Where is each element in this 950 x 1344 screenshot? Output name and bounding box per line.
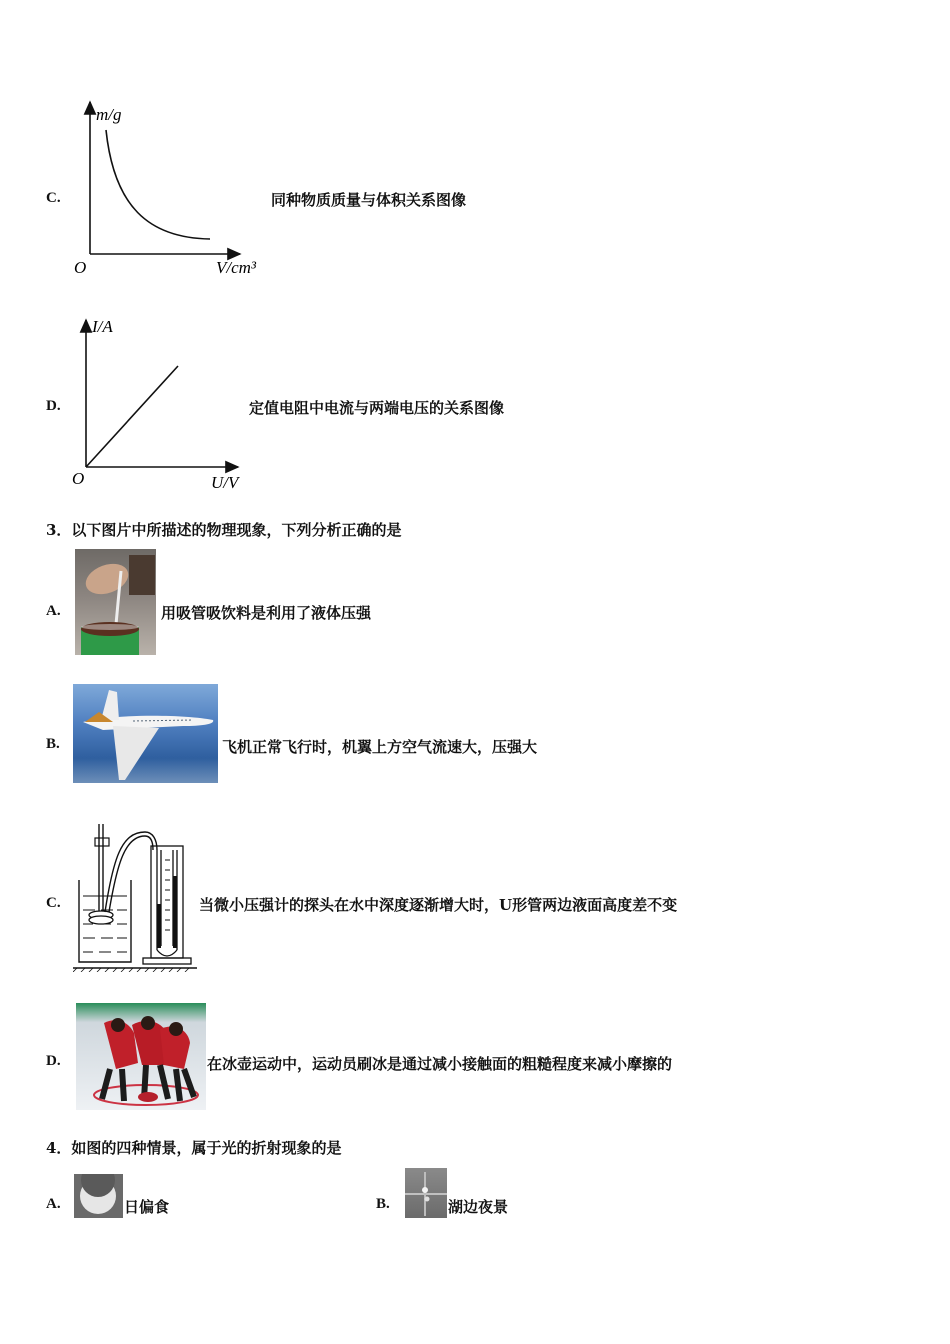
linear-line — [86, 366, 178, 467]
curling-photo — [76, 1003, 206, 1110]
pressure-gauge-diagram — [73, 820, 197, 972]
partial-solar-eclipse-photo — [74, 1174, 123, 1218]
option-text: 在冰壶运动中，运动员刷冰是通过减小接触面的粗糙程度来减小摩擦的 — [207, 1055, 673, 1073]
option-letter: A. — [46, 1196, 61, 1212]
airplane-photo — [73, 684, 218, 783]
option-letter: D. — [46, 1053, 61, 1069]
lakeside-night-photo — [405, 1168, 447, 1218]
y-axis-label: I/A — [92, 317, 113, 336]
current-voltage-graph — [68, 312, 268, 494]
option-text: 当微小压强计的探头在水中深度逐渐增大时，U形管两边液面高度差不变 — [199, 896, 678, 914]
inverse-curve — [106, 130, 210, 239]
mass-volume-graph — [68, 96, 278, 281]
x-axis-label: U/V — [211, 473, 239, 492]
option-letter: C. — [46, 895, 61, 911]
option-text: 日偏食 — [124, 1198, 170, 1216]
x-axis-label: V/cm³ — [216, 258, 257, 277]
origin-label: O — [74, 258, 87, 277]
y-axis-label: m/g — [96, 105, 122, 124]
option-text: 飞机正常飞行时，机翼上方空气流速大，压强大 — [222, 738, 538, 756]
question-stem: 4．如图的四种情景，属于光的折射现象的是 — [46, 1139, 342, 1157]
option-letter: A. — [46, 603, 61, 619]
option-letter: B. — [376, 1196, 390, 1212]
option-letter: C. — [46, 190, 61, 206]
option-text: 定值电阻中电流与两端电压的关系图像 — [249, 399, 505, 417]
option-text: 湖边夜景 — [448, 1198, 509, 1216]
option-text: 同种物质质量与体积关系图像 — [271, 191, 467, 209]
question-stem: 3．以下图片中所描述的物理现象，下列分析正确的是 — [46, 521, 402, 539]
option-text: 用吸管吸饮料是利用了液体压强 — [161, 604, 372, 622]
origin-label: O — [72, 469, 85, 488]
option-letter: D. — [46, 398, 61, 414]
straw-drink-photo — [75, 549, 156, 655]
option-letter: B. — [46, 736, 60, 752]
